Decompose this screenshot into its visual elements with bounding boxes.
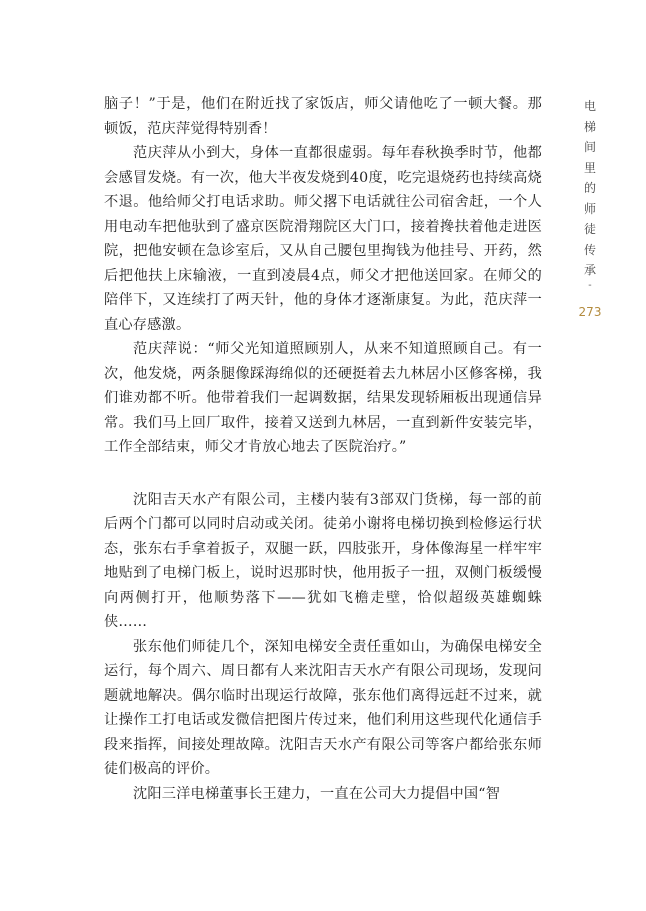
- running-header-title: 电梯间里的师徒传承: [583, 99, 596, 277]
- paragraph: 沈阳三洋电梯董事长王建力，一直在公司大力提倡中国“智: [133, 785, 501, 802]
- paragraph: 范庆萍从小到大，身体一直都很虚弱。每年春秋换季时节，他都会感冒发烧。有一次，他大半夜发烧到40度，吃完退烧药也持续高烧不退。他给师父打电话求助。师父撂下电话就往公司宿舍赶，一个人用电动车把他驮到了盛京医院滑翔院区大门口，接着搀扶着他走进医院，把他安顿在急诊室后，又从自己腰包里掏钱为他挂号、开药，然后把他扶上床输液，一直到凌晨4点，师父才把他送回家。在师父的陪伴下，又连续打了两天针，他的身体才逐渐康复。为此，范庆萍一直心存感激。: [104, 145, 542, 333]
- page-body: [104, 92, 542, 806]
- paragraph: 张东他们师徒几个，深知电梯安全责任重如山，为确保电梯安全运行，每个周六、周日都有人来沈阳吉天水产有限公司现场，发现问题就地解决。偶尔临时出现运行故障，张东他们离得远赶不过来，就让操作工打电话或发微信把图片传过来，他们利用这些现代化通信手段来指挥，间接处理故障。沈阳吉天水产有限公司等客户都给张东师徒们极高的评价。: [104, 638, 542, 777]
- page-number: 273: [578, 305, 602, 319]
- paragraph: 范庆萍说：“师父光知道照顾别人，从来不知道照顾自己。有一次，他发烧，两条腿像踩海绵似的还硬挺着去九林居小区修客梯，我们谁劝都不听。他带着我们一起调数据，结果发现轿厢板出现通信异常。我们马上回厂取件，接着又送到九林居，一直到新件安装完毕，工作全部结束，师父才肯放心地去了医院治疗。”: [104, 341, 542, 455]
- paragraph: 沈阳吉天水产有限公司，主楼内装有3部双门货梯，每一部的前后两个门都可以同时启动或关闭。徒弟小谢将电梯切换到检修运行状态，张东右手拿着扳子，双腿一跃，四肢张开，身体像海星一样牢牢地贴到了电梯门板上，说时迟那时快，他用扳子一扭，双侧门板缓慢向两侧打开，他顺势落下——犹如飞檐走壁，恰似超级英雄蜘蛛侠……: [104, 491, 542, 630]
- running-header-separator: -: [588, 280, 592, 291]
- paragraph-continued: 脑子！”于是，他们在附近找了家饭店，师父请他吃了一顿大餐。那顿饭，范庆萍觉得特别香！: [104, 96, 542, 137]
- section-break: [104, 460, 542, 488]
